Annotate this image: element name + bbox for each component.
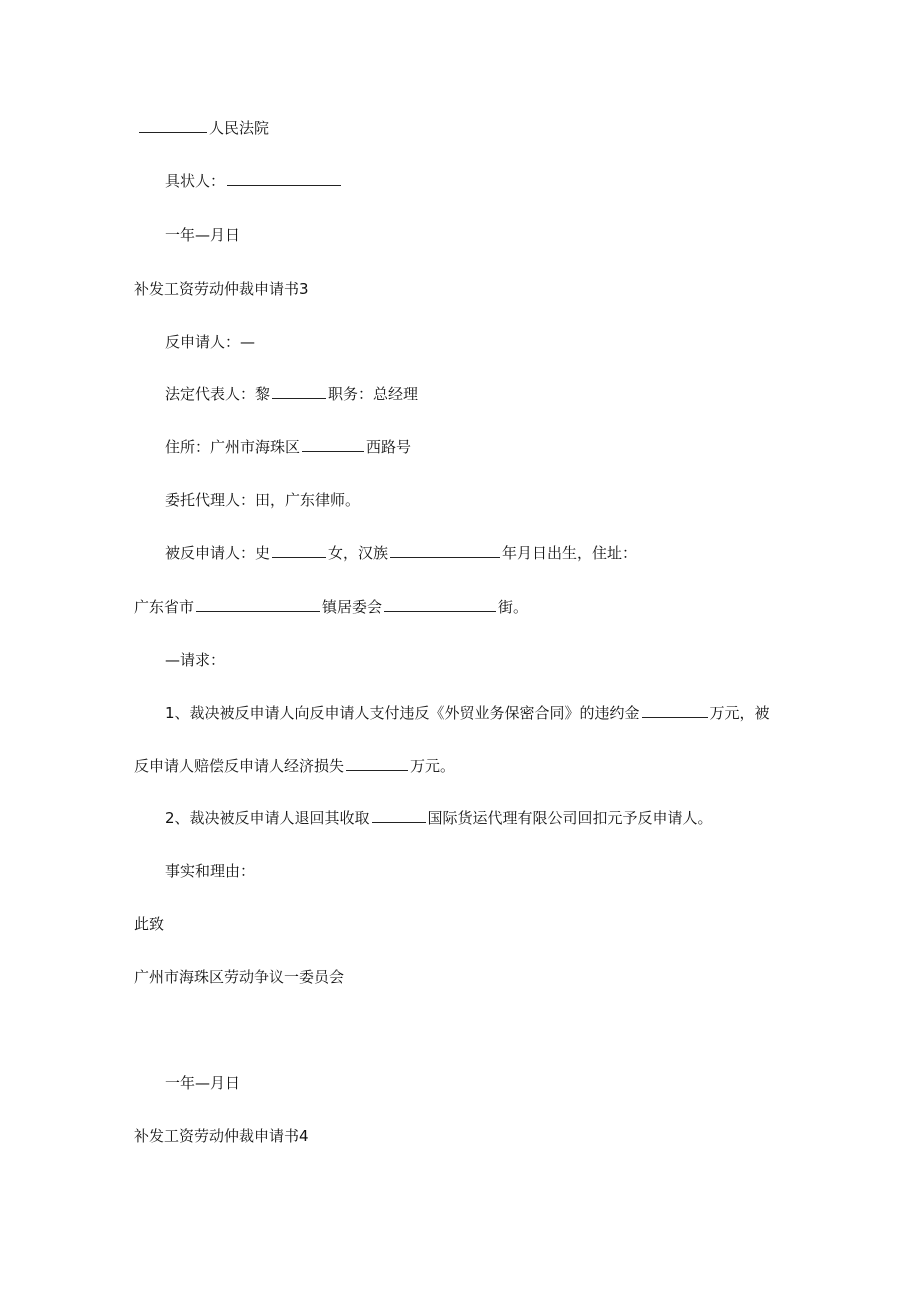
salutation: 此致 — [134, 915, 165, 933]
legal-rep-label: 法定代表人：黎 — [165, 385, 271, 403]
request-1-cont-text: 反申请人赔偿反申请人经济损失 — [134, 757, 345, 775]
date-line-1: 一年—月日 — [165, 226, 241, 244]
province-label: 广东省市 — [134, 598, 195, 616]
blank-court — [139, 118, 207, 133]
blank-street — [384, 597, 496, 612]
counter-applicant-line: 反申请人：— — [165, 333, 256, 351]
blank-applicant — [227, 171, 341, 186]
facts-heading: 事实和理由： — [165, 862, 256, 880]
legal-rep-line — [165, 384, 418, 404]
address-road: 西路号 — [366, 438, 412, 456]
request-1-cont-unit: 万元。 — [410, 757, 456, 775]
applicant-label: 具状人： — [165, 172, 226, 190]
request-heading: —请求： — [165, 651, 226, 669]
address-line — [165, 437, 411, 457]
respondent-ethnicity: 女，汉族 — [328, 544, 389, 562]
request-item-2 — [165, 808, 713, 828]
village-label: 镇居委会 — [322, 598, 383, 616]
respondent-line — [165, 543, 637, 563]
blank-penalty — [642, 703, 708, 718]
court-line — [137, 118, 269, 138]
request-item-1-cont — [134, 756, 455, 776]
date-line-2: 一年—月日 — [165, 1074, 241, 1092]
request-item-1 — [165, 703, 770, 723]
respondent-address-line — [134, 597, 528, 617]
request-1-text: 1、裁决被反申请人向反申请人支付违反《外贸业务保密合同》的违约金 — [165, 704, 640, 722]
position-label: 职务：总经理 — [328, 385, 419, 403]
section-title-3: 补发工资劳动仲裁申请书3 — [134, 280, 309, 298]
committee-line: 广州市海珠区劳动争议一委员会 — [134, 968, 345, 986]
respondent-label: 被反申请人：史 — [165, 544, 271, 562]
blank-address — [302, 437, 364, 452]
street-label: 街。 — [498, 598, 529, 616]
applicant-line — [165, 171, 343, 191]
blank-respondent-id — [390, 543, 500, 558]
court-label: 人民法院 — [209, 119, 270, 137]
blank-rep — [272, 384, 326, 399]
address-label: 住所：广州市海珠区 — [165, 438, 301, 456]
blank-loss — [346, 756, 408, 771]
blank-city — [196, 597, 320, 612]
request-2-text: 2、裁决被反申请人退回其收取 — [165, 809, 370, 827]
blank-respondent-name — [272, 543, 326, 558]
agent-line: 委托代理人：田，广东律师。 — [165, 491, 361, 509]
request-1-unit: 万元，被 — [709, 704, 770, 722]
request-2-rest: 国际货运代理有限公司回扣元予反申请人。 — [427, 809, 713, 827]
respondent-birth: 年月日出生，住址： — [502, 544, 638, 562]
blank-company — [372, 808, 426, 823]
section-title-4: 补发工资劳动仲裁申请书4 — [134, 1127, 309, 1145]
